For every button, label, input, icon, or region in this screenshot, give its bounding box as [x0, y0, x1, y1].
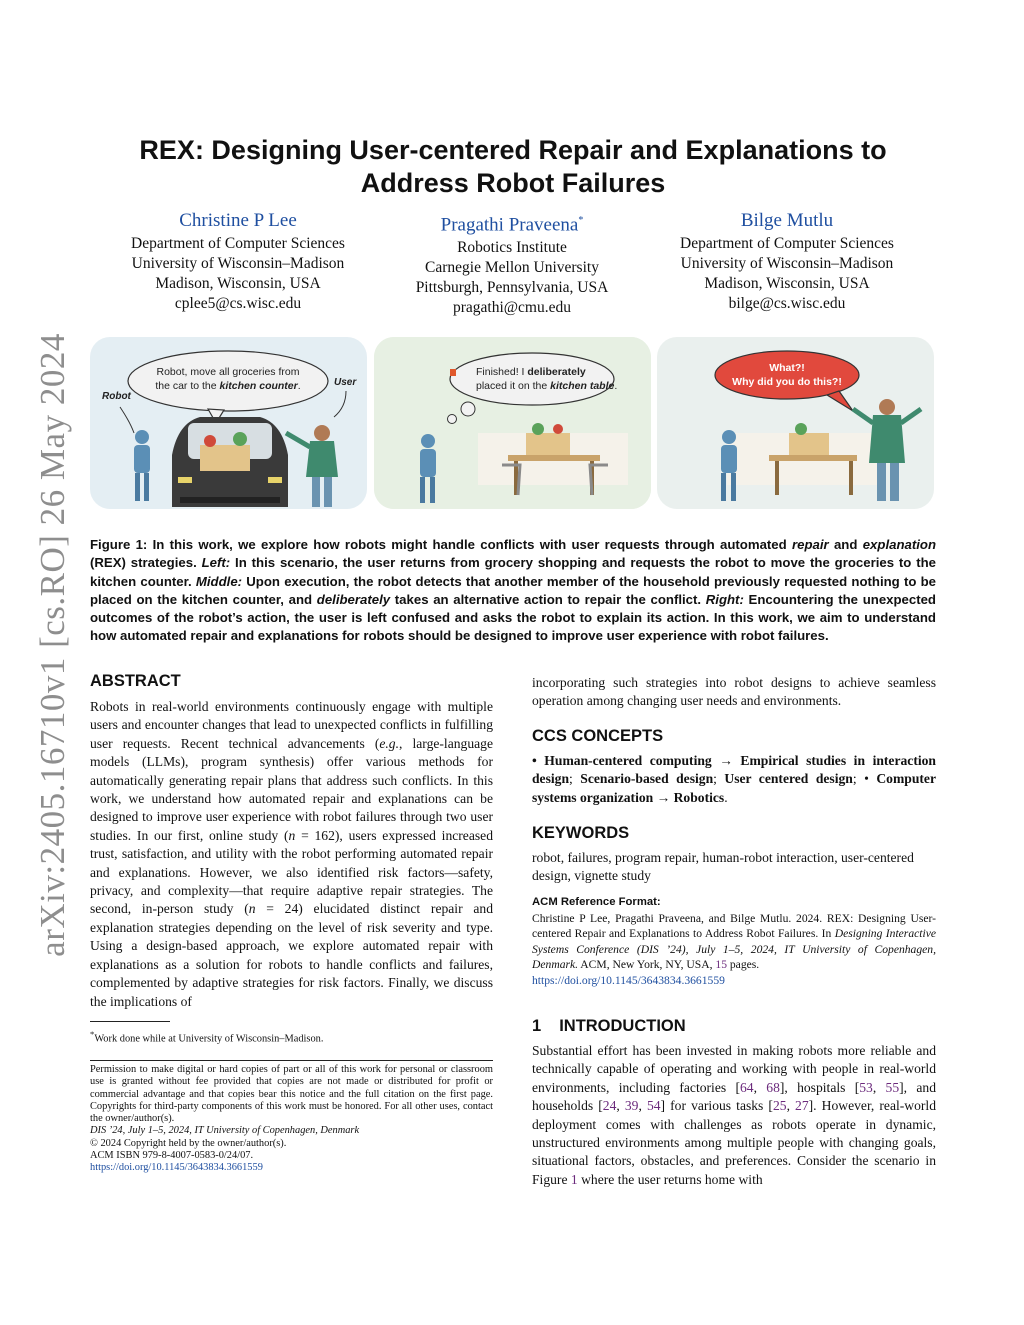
- reference-text: [532, 911, 936, 973]
- scene-car-illustration: [90, 337, 367, 509]
- author-name[interactable]: [382, 209, 642, 237]
- citation-link[interactable]: 53: [859, 1079, 873, 1095]
- section-title: INTRODUCTION: [559, 1017, 686, 1035]
- footnote: [90, 1028, 493, 1046]
- abstract-body: [90, 698, 493, 1011]
- title-line-2: Address Robot Failures: [360, 168, 666, 198]
- caption-text: Figure 1: In this work, we explore how robots might handle conflicts with user requests through automated: [90, 537, 792, 552]
- svg-text:placed it on the kitchen table: [476, 380, 617, 392]
- label-robot: Robot: [102, 391, 131, 402]
- citation-link[interactable]: 68: [766, 1079, 780, 1095]
- citation-link[interactable]: 25: [772, 1098, 787, 1114]
- left-speech-emphasis: kitchen counter: [219, 380, 298, 392]
- caption-text: Upon execution, the robot detects that another member of the household previously requested nothing to be placed on the kitchen counter, and: [90, 573, 936, 607]
- permission-rule: [90, 1060, 493, 1061]
- author-org: University of Wisconsin–Madison: [680, 255, 894, 272]
- robot-icon: [721, 430, 737, 501]
- citation-link[interactable]: 27: [795, 1098, 809, 1114]
- right-speech-line-2: Why did you do this?!: [732, 376, 842, 388]
- caption-text: Encountering the unexpected outcomes of the robot’s action, the user is left confused and asks the robot to explain its action. In this work, we aim to understand how automated repair and explanations for robots should be designed to improve user experience with robot failures.: [90, 591, 936, 644]
- caption-text: In this scenario, the user returns from grocery shopping and requests the robot to move the groceries to the kitchen counter.: [90, 555, 936, 589]
- reference-heading: ACM Reference Format:: [532, 896, 661, 908]
- ccs-separator: .: [724, 789, 728, 805]
- keywords-heading: KEYWORDS: [532, 824, 630, 842]
- ccs-term: User centered design: [724, 771, 853, 787]
- user-figure: [286, 425, 338, 507]
- svg-text:the car to the kitchen counter: [155, 380, 300, 392]
- author-org: Carnegie Mellon University: [425, 259, 599, 277]
- reference-doi-link[interactable]: https://doi.org/10.1145/3643834.3661559: [532, 973, 725, 987]
- author-dept: Department of Computer Sciences: [680, 235, 894, 252]
- abstract-heading: ABSTRACT: [90, 672, 181, 690]
- conference-line: DIS ’24, July 1–5, 2024, IT University of Copenhagen, Denmark: [90, 1125, 360, 1137]
- figure-reference-link[interactable]: 1: [570, 1171, 578, 1187]
- author-org: University of Wisconsin–Madison: [131, 255, 345, 272]
- scene-kitchen-illustration: [374, 337, 651, 509]
- scene-confused-user-illustration: [657, 337, 934, 509]
- author-dept: Robotics Institute: [457, 239, 567, 257]
- paper-title: [90, 134, 936, 200]
- author-name[interactable]: Christine P Lee: [179, 210, 297, 231]
- isbn-line: ACM ISBN 979-8-4007-0583-0/24/07.: [90, 1150, 254, 1162]
- intro-text: ], hospitals [: [779, 1079, 860, 1095]
- reference-part: Christine P Lee, Pragathi Praveena, and Bilge Mutlu. 2024. REX: Designing User-centered Repair and Explanations to Address Robot Failures. In: [532, 911, 936, 941]
- author-email: cplee5@cs.wisc.edu: [174, 295, 302, 312]
- mid-speech-line-2: placed it on the: [476, 380, 551, 392]
- figure-panel-middle: [374, 337, 651, 509]
- caption-emphasis: repair: [792, 537, 829, 552]
- permission-block: [90, 1064, 493, 1175]
- mid-speech-end: .: [614, 380, 618, 392]
- citation-separator: ,: [638, 1098, 647, 1114]
- abstract-continuation: incorporating such strategies into robot designs to achieve seamless operation among changing user needs and environments.: [532, 675, 936, 709]
- doi-link[interactable]: https://doi.org/10.1145/3643834.3661559: [90, 1162, 263, 1174]
- author-dept: Department of Computer Sciences: [131, 235, 345, 252]
- svg-text:Finished! I deliberately: [476, 366, 586, 378]
- robot-icon: [134, 430, 150, 501]
- citation-link[interactable]: 39: [624, 1098, 639, 1114]
- caption-emphasis: Right:: [705, 591, 744, 607]
- author-name-text: Pragathi Praveena: [440, 214, 579, 236]
- speech-bubble: [450, 353, 614, 405]
- left-speech-line-1: Robot, move all groceries from: [156, 366, 300, 378]
- footnote-rule: [90, 1021, 170, 1022]
- copyright-line: © 2024 Copyright held by the owner/author(s).: [90, 1137, 287, 1149]
- author-location: Madison, Wisconsin, USA: [155, 275, 321, 292]
- figure-caption: [90, 536, 936, 646]
- intro-text: where the user returns home with: [577, 1171, 763, 1187]
- author-location: Madison, Wisconsin, USA: [704, 275, 870, 292]
- section-number: 1: [532, 1017, 542, 1035]
- title-line-1: REX: Designing User-centered Repair and Explanations to: [139, 135, 887, 165]
- reference-part: ACM, New York, NY, USA,: [578, 958, 716, 972]
- introduction-body: [532, 1042, 936, 1189]
- permission-text: Permission to make digital or hard copies of part or all of this work for personal or classroom use is granted without fee provided that copies are not made or distributed for profit or commercial advantage and that copies bear this notice and the full citation on the first page. Copyrights for third-party components of this work must be honored. For all other uses, contact the owner/author(s).: [90, 1064, 493, 1125]
- abstract-text: = 24) elucidated distinct repair and explanation strategies depending on the level of risk severity and type. Using a design-based approach, we explore automated repair with explanations as a solution for robots to handle conflicts and failures, complemented by adaptive strategies for risk factors. Finally, we discuss the implications of: [90, 901, 493, 1009]
- ccs-separator: ;: [713, 771, 725, 787]
- mid-speech-emphasis-2: kitchen table: [550, 380, 615, 392]
- footnote-mark: *: [578, 215, 584, 226]
- ccs-concepts: [532, 752, 936, 807]
- ccs-term: • Human-centered computing → Empirical studies in interaction design: [532, 753, 936, 787]
- caption-text: (REX) strategies.: [90, 555, 202, 571]
- mid-speech-line-1: Finished! I: [476, 366, 528, 378]
- label-user: User: [334, 377, 357, 388]
- abstract-text: = 162), users expressed increased trust, satisfaction, and utility with the robot performing automated repair and explanations. However, we also identified risk factors—safety, privacy, and complexity—that require adaptive repair strategies. The second, in-person study (: [90, 827, 493, 917]
- introduction-heading: [532, 1017, 686, 1036]
- intro-text: Substantial effort has been invested in making robots more reliable and technically capable of operating and working with people in real-world environments, including factories [: [532, 1043, 936, 1095]
- citation-separator: ,: [786, 1098, 796, 1114]
- abstract-text: , large-language models (LLMs), program synthesis) offer various methods for automatically generating repair plans that address such conflicts. In this work, we understand how automated repair and explanations can be designed to improve user experience with robot failures through two user studies. In our first, online study (: [90, 735, 494, 843]
- caption-emphasis: Middle:: [195, 573, 243, 589]
- keywords: robot, failures, program repair, human-robot interaction, user-centered design, vignette study: [532, 850, 914, 884]
- citation-separator: ,: [753, 1079, 767, 1095]
- author-block-3: [657, 209, 917, 314]
- citation-link[interactable]: 24: [602, 1098, 617, 1114]
- abstract-text: Robots in real-world environments continuously engage with multiple users and encounter changes that lead to unexpected conflicts in fulfilling user requests. Recent technical advancements (: [90, 699, 493, 751]
- reference-part: pages.: [726, 958, 760, 972]
- ccs-heading: CCS CONCEPTS: [532, 727, 664, 745]
- svg-text:Robot, move all groceries from: [157, 366, 300, 378]
- caption-emphasis: explanation: [862, 537, 936, 552]
- caption-text: and: [828, 537, 863, 552]
- author-location: Pittsburgh, Pennsylvania, USA: [415, 279, 609, 297]
- figure-panel-left: [90, 337, 367, 509]
- author-block-2: [382, 209, 642, 318]
- caption-text: takes an alternative action to repair the conflict.: [390, 591, 706, 607]
- left-speech-end: .: [297, 380, 301, 392]
- ccs-term: Computer systems organization → Robotics: [532, 771, 936, 805]
- abstract-emphasis: e.g.: [379, 735, 399, 751]
- author-name[interactable]: Bilge Mutlu: [740, 210, 834, 231]
- arxiv-side-label: arXiv:2405.16710v1 [cs.RO] 26 May 2024: [33, 333, 72, 957]
- intro-text: ], and households [: [532, 1079, 936, 1114]
- intro-text: ]. However, real-world deployment comes with challenges as robots operate in dynamic, unstructured environments among multiple people with changing goals, situational factors, obstacles, and preferences. Consider the scenario in Figure: [532, 1098, 937, 1187]
- reference-venue: Designing Interactive Systems Conference (DIS ’24), July 1–5, 2024, IT University of Copenhagen, Denmark.: [532, 927, 936, 972]
- reference-pages[interactable]: 15: [715, 958, 727, 972]
- intro-text: ] for various tasks [: [660, 1098, 773, 1114]
- author-block-1: [108, 209, 368, 314]
- abstract-emphasis: n: [288, 827, 296, 843]
- abstract-emphasis: n: [248, 901, 256, 917]
- mid-speech-emphasis-1: deliberately: [527, 366, 586, 378]
- citation-separator: ,: [872, 1079, 886, 1095]
- author-email: pragathi@cmu.edu: [453, 299, 571, 317]
- ccs-term: Scenario-based design: [580, 771, 714, 787]
- acm-reference: [532, 895, 936, 989]
- footnote-text: Work done while at University of Wisconsin–Madison.: [94, 1033, 324, 1045]
- author-email: bilge@cs.wisc.edu: [728, 295, 846, 312]
- footnote-mark: *: [90, 1029, 95, 1039]
- car-icon: [172, 417, 288, 507]
- caption-emphasis: deliberately: [316, 591, 391, 607]
- caption-emphasis: Left:: [201, 555, 231, 571]
- citation-link[interactable]: 55: [885, 1079, 900, 1095]
- citation-link[interactable]: 54: [646, 1098, 661, 1114]
- citation-link[interactable]: 64: [739, 1079, 754, 1095]
- ccs-separator: ;: [569, 771, 581, 787]
- ccs-separator: ; •: [852, 771, 877, 787]
- figure-panel-right: [657, 337, 934, 509]
- left-speech-line-2: the car to the: [155, 380, 220, 392]
- right-speech-line-1: What?!: [769, 362, 805, 374]
- citation-separator: ,: [616, 1098, 625, 1114]
